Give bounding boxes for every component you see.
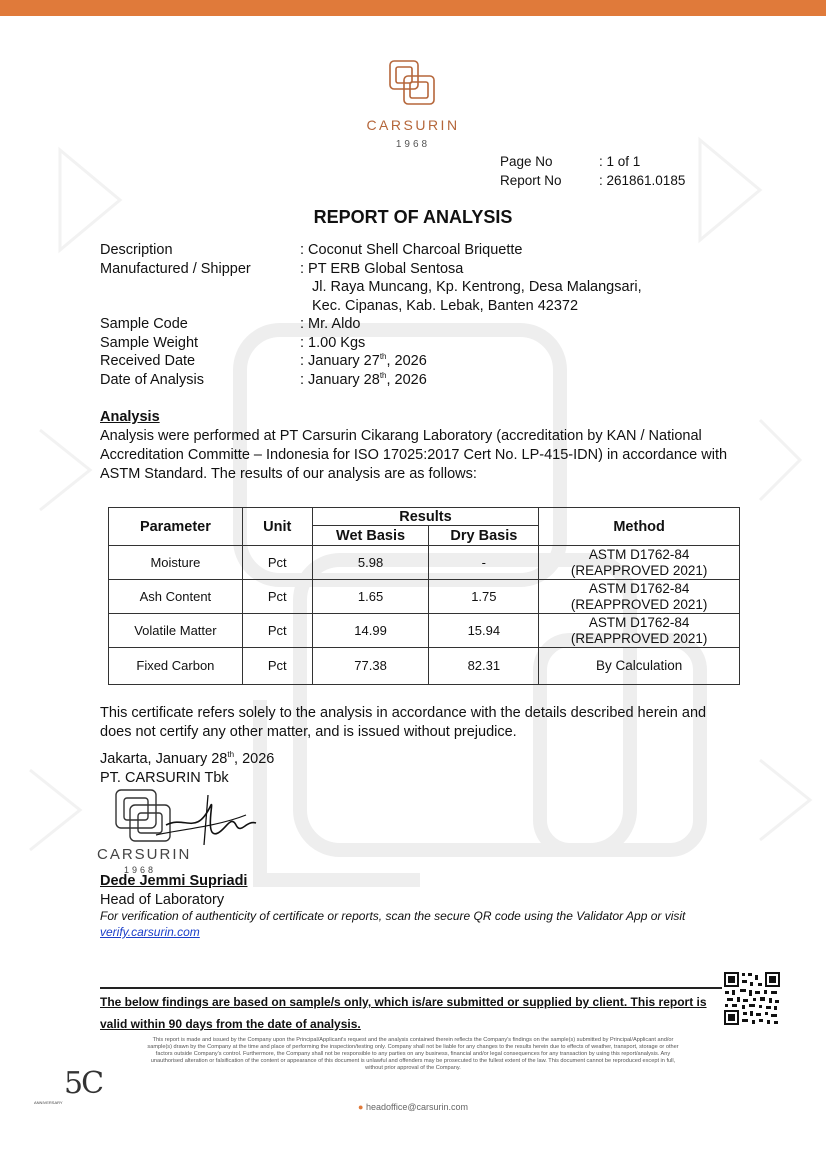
issue-date-sup: th xyxy=(227,750,235,760)
anniversary-number: 5C xyxy=(64,1066,103,1101)
cell-wet: 1.65 xyxy=(312,580,429,614)
method-line1: ASTM D1762-84 xyxy=(588,580,690,596)
carsurin-logo-mark-icon xyxy=(387,58,439,108)
table-row xyxy=(109,648,740,685)
header-unit: Unit xyxy=(242,508,312,546)
findings-note: The below findings are based on sample/s only, which is/are submitted or supplied by client. This report is valid within 90 days from the date of analysis. xyxy=(100,995,707,1031)
signer-title: Head of Laboratory xyxy=(100,892,225,908)
sample-weight-label: Sample Weight xyxy=(100,334,199,351)
cell-unit: Pct xyxy=(242,580,312,614)
cell-wet: 77.38 xyxy=(312,648,429,685)
stamp-year: 1968 xyxy=(124,865,157,875)
cell-parameter: Fixed Carbon xyxy=(109,648,243,685)
report-no-value: : 261861.0185 xyxy=(599,173,686,188)
analysis-date-value xyxy=(300,371,720,390)
header-method: Method xyxy=(539,508,740,546)
cell-method xyxy=(539,648,740,685)
company-logo xyxy=(363,58,463,150)
cell-dry: 15.94 xyxy=(429,614,539,648)
anniversary-label: ANNIVERSARY xyxy=(34,1100,63,1105)
table-row xyxy=(109,580,740,614)
analysis-date-label: Date of Analysis xyxy=(100,371,204,388)
analysis-heading: Analysis xyxy=(100,409,160,425)
qr-code-icon[interactable] xyxy=(722,970,782,1027)
signature-stamp-icon xyxy=(96,785,266,880)
page-no-value: : 1 of 1 xyxy=(599,154,641,169)
email-bullet-icon: ● xyxy=(358,1102,364,1112)
manufacturer-label: Manufactured / Shipper xyxy=(100,260,251,277)
method-line2: (REAPPROVED 2021) xyxy=(570,596,708,612)
analysis-date-prefix: : January 28 xyxy=(300,371,380,388)
header-wet-basis: Wet Basis xyxy=(312,526,429,546)
signer-block xyxy=(100,872,247,910)
page-title: REPORT OF ANALYSIS xyxy=(313,207,513,227)
received-date-sup: th xyxy=(379,352,387,362)
cell-parameter: Moisture xyxy=(109,546,243,580)
certificate-note: This certificate refers solely to the analysis in accordance with the details described herein and does not certify any other matter, and is issued without prejudice. xyxy=(100,705,707,740)
divider-line xyxy=(100,987,726,989)
verify-link[interactable]: verify.carsurin.com xyxy=(100,925,200,939)
received-date-value xyxy=(300,352,720,371)
logo-year: 1968 xyxy=(395,139,431,150)
cell-parameter: Volatile Matter xyxy=(109,614,243,648)
sample-weight-value: : 1.00 Kgs xyxy=(300,334,366,351)
cell-dry: 1.75 xyxy=(429,580,539,614)
received-date-suffix: , 2026 xyxy=(386,353,427,369)
sample-code-label: Sample Code xyxy=(100,316,188,332)
cell-wet: 14.99 xyxy=(312,614,429,648)
table-row xyxy=(109,546,740,580)
cell-method xyxy=(539,546,740,580)
method-line1: ASTM D1762-84 xyxy=(588,546,690,562)
verify-text: For verification of authenticity of certificate or reports, scan the secure QR code using the Validator App or visit xyxy=(100,909,686,923)
issue-date xyxy=(100,750,274,769)
cell-wet: 5.98 xyxy=(312,546,429,580)
cell-unit: Pct xyxy=(242,614,312,648)
top-accent-bar xyxy=(0,0,826,16)
report-metadata xyxy=(100,241,720,389)
logo-name: CARSURIN xyxy=(366,117,460,133)
header-results: Results xyxy=(312,508,539,526)
description-value: : Coconut Shell Charcoal Briquette xyxy=(300,242,523,258)
cell-method xyxy=(539,614,740,648)
cell-dry: - xyxy=(429,546,539,580)
manufacturer-value: : PT ERB Global Sentosa xyxy=(300,260,464,277)
email-address[interactable]: headoffice@carsurin.com xyxy=(365,1102,468,1112)
issue-date-prefix: Jakarta, January 28 xyxy=(100,751,228,767)
received-date-prefix: : January 27 xyxy=(300,353,380,369)
cell-dry: 82.31 xyxy=(429,648,539,685)
analysis-date-suffix: , 2026 xyxy=(386,371,427,388)
results-table xyxy=(108,507,740,685)
header-dry-basis: Dry Basis xyxy=(429,526,539,546)
company-name: PT. CARSURIN Tbk xyxy=(100,770,229,786)
table-row xyxy=(109,614,740,648)
cell-method xyxy=(539,580,740,614)
method-line2: (REAPPROVED 2021) xyxy=(570,562,708,578)
signer-name: Dede Jemmi Supriadi xyxy=(100,873,248,889)
address-line2: Kec. Cipanas, Kab. Lebak, Banten 42372 xyxy=(312,297,579,314)
report-no-label: Report No xyxy=(500,173,562,188)
cell-parameter: Ash Content xyxy=(109,580,243,614)
verification-note xyxy=(100,908,730,940)
analysis-section xyxy=(100,408,730,484)
place-and-date xyxy=(100,750,274,788)
analysis-text: Analysis were performed at PT Carsurin Cikarang Laboratory (accreditation by KAN / National Accreditation Committe – Indonesia for ISO 17025:2017 Cert No. LP-415-IDN) in accordance with ASTM Standard. The results of our analysis are as follows: xyxy=(100,428,728,482)
page-info xyxy=(500,152,685,190)
page-no-label: Page No xyxy=(500,154,553,169)
received-date-label: Received Date xyxy=(100,353,196,369)
issue-date-suffix: , 2026 xyxy=(234,751,275,767)
method-line2: (REAPPROVED 2021) xyxy=(570,630,708,646)
cell-unit: Pct xyxy=(242,546,312,580)
cell-unit: Pct xyxy=(242,648,312,685)
header-parameter: Parameter xyxy=(109,508,243,546)
analysis-date-sup: th xyxy=(379,370,387,380)
footer-email[interactable] xyxy=(0,1102,826,1112)
method-line1: ASTM D1762-84 xyxy=(588,614,690,630)
legal-disclaimer: This report is made and issued by the Company upon the Principal/Applicant's request and the analysis contained therein reflects the Company's findings on the sample(s) submitted by Principal/Applicant and/or sample(s) drawn by the Company at the time and place of performing the inspection/testing only. Company shall not be liable for any changes to the results herein due to effects of weather, transport, storage or other factors outside Company's control. Furthermore, the Company shall not be responsible to any parties on any business, financial and/or legal consequences for any transaction by using this report/analysis. Any unauthorised alteration or falsification of the content or appearance of this document is unlawful and offenders may be prosecuted to the fullest extent of the law. This document cannot be reproduced except in full, without prior approval of the Company. xyxy=(147,1037,679,1071)
address-line1: Jl. Raya Muncang, Kp. Kentrong, Desa Malangsari, xyxy=(312,279,642,295)
description-label: Description xyxy=(100,242,173,258)
sample-code-value: : Mr. Aldo xyxy=(300,316,361,332)
method-line1: By Calculation xyxy=(595,658,683,673)
stamp-name: CARSURIN xyxy=(97,846,192,863)
